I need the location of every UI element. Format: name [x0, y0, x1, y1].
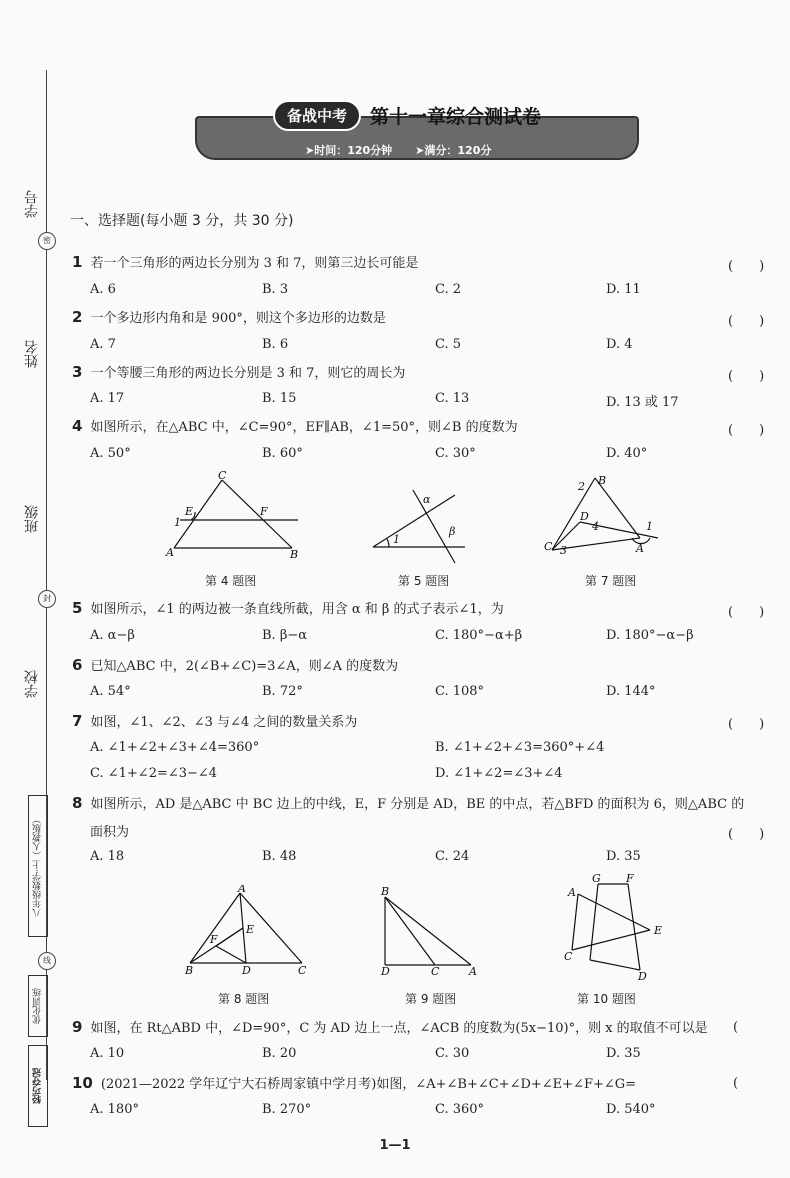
- full-score: ➤满分：120分: [415, 144, 492, 157]
- svg-text:D: D: [580, 510, 589, 523]
- svg-text:β: β: [449, 525, 456, 538]
- svg-text:B: B: [381, 885, 390, 898]
- svg-text:F: F: [210, 933, 218, 946]
- figure-caption: 第 5 题图: [398, 574, 450, 588]
- seal-mark-2: 封: [38, 590, 56, 608]
- option-a: A. α−β: [90, 628, 135, 643]
- answer-blank[interactable]: ( ): [728, 717, 765, 732]
- svg-text:C: C: [218, 470, 227, 482]
- answer-blank[interactable]: ( ): [728, 423, 765, 438]
- svg-text:F: F: [260, 505, 268, 518]
- question-4: [72, 416, 518, 435]
- option-d: D. 40°: [606, 446, 648, 461]
- answer-blank[interactable]: ( ): [728, 369, 765, 384]
- option-c: C. 180°−α+β: [435, 628, 523, 643]
- option-c: C. 13: [435, 391, 470, 406]
- answer-blank[interactable]: ( ): [728, 259, 765, 274]
- question-number: 4: [72, 417, 83, 435]
- test-header: [195, 100, 639, 162]
- question-number: 10: [72, 1074, 93, 1092]
- binding-margin: [0, 0, 62, 1178]
- option-b: B. ∠1+∠2+∠3=360°+∠4: [435, 740, 605, 755]
- svg-text:1: 1: [174, 516, 181, 529]
- option-c: C. 24: [435, 849, 470, 864]
- question-8-cont: [90, 821, 129, 840]
- question-1: [72, 252, 418, 271]
- svg-text:B: B: [185, 964, 194, 977]
- question-number: 8: [72, 794, 83, 812]
- option-c: C. 108°: [435, 684, 485, 699]
- question-6: [72, 655, 398, 674]
- answer-blank[interactable]: ( ): [728, 605, 765, 620]
- figure-caption: 第 7 题图: [585, 574, 637, 588]
- answer-blank[interactable]: ( ): [728, 827, 765, 842]
- svg-text:2: 2: [578, 480, 585, 493]
- svg-text:D: D: [381, 965, 390, 978]
- brand-logo: 轻巧夺冠: [28, 1045, 48, 1127]
- option-a: A. ∠1+∠2+∠3+∠4=360°: [90, 740, 260, 755]
- option-a: A. 17: [90, 391, 125, 406]
- answer-blank[interactable]: (: [733, 1020, 739, 1035]
- question-number: 5: [72, 599, 83, 617]
- student-no-label: 学号: [24, 190, 40, 218]
- option-a: A. 10: [90, 1046, 125, 1061]
- option-d: D. 13 或 17: [606, 395, 679, 410]
- figure-8: [180, 885, 320, 980]
- svg-text:A: A: [469, 965, 477, 978]
- option-d: D. 144°: [606, 684, 656, 699]
- book-series: 优化训练: [28, 975, 48, 1037]
- question-text: 如图所示，AD 是△ABC 中 BC 边上的中线，E，F 分别是 AD，BE 的中点，若△BFD 的面积为 6，则△ABC 的: [90, 797, 745, 812]
- svg-text:D: D: [638, 970, 647, 982]
- option-d: D. 11: [606, 282, 641, 297]
- book-grade: 八年级数学·上（人教版）: [28, 795, 48, 937]
- svg-text:A: A: [166, 546, 174, 559]
- question-2: [72, 307, 386, 326]
- svg-text:E: E: [185, 505, 194, 518]
- option-a: A. 54°: [90, 684, 131, 699]
- svg-text:C: C: [544, 540, 553, 553]
- option-b: B. 60°: [262, 446, 303, 461]
- svg-text:F: F: [626, 872, 634, 885]
- answer-blank[interactable]: (: [733, 1076, 739, 1091]
- header-info: [305, 142, 491, 158]
- question-text: 如图所示，在△ABC 中，∠C=90°，EF∥AB，∠1=50°，则∠B 的度数为: [90, 420, 518, 435]
- line-mark: 线: [38, 952, 56, 970]
- option-b: B. 6: [262, 337, 289, 352]
- time-limit: ➤时间：120分钟: [305, 144, 393, 157]
- option-b: B. β−α: [262, 628, 308, 643]
- svg-text:α: α: [423, 493, 431, 506]
- question-text: 已知△ABC 中，2(∠B+∠C)=3∠A，则∠A 的度数为: [90, 659, 399, 674]
- option-c: C. 30°: [435, 446, 476, 461]
- option-a: A. 6: [90, 282, 116, 297]
- option-b: B. 3: [262, 282, 289, 297]
- question-number: 2: [72, 308, 83, 326]
- option-b: B. 20: [262, 1046, 297, 1061]
- question-7: [72, 711, 357, 730]
- svg-text:4: 4: [592, 520, 599, 533]
- question-text: 一个多边形内角和是 900°，则这个多边形的边数是: [90, 311, 386, 326]
- section-title: 一、选择题(每小题 3 分，共 30 分): [70, 213, 294, 229]
- option-c: C. 5: [435, 337, 462, 352]
- option-d: D. 540°: [606, 1102, 656, 1117]
- svg-text:1: 1: [393, 533, 400, 546]
- svg-text:C: C: [431, 965, 440, 978]
- svg-text:E: E: [654, 924, 663, 937]
- option-a: A. 18: [90, 849, 125, 864]
- svg-text:B: B: [598, 474, 607, 487]
- option-d: D. 180°−α−β: [606, 628, 694, 643]
- option-b: B. 15: [262, 391, 297, 406]
- option-c: C. 360°: [435, 1102, 485, 1117]
- question-text: 面积为: [90, 825, 130, 840]
- figure-4: [160, 470, 310, 565]
- option-c: C. 30: [435, 1046, 470, 1061]
- question-3: [72, 362, 405, 381]
- option-a: A. 7: [90, 337, 116, 352]
- name-label: 姓名: [24, 340, 40, 368]
- svg-text:A: A: [238, 885, 246, 895]
- question-number: 9: [72, 1018, 83, 1036]
- svg-text:3: 3: [560, 544, 567, 557]
- figure-10: [550, 872, 670, 982]
- question-text: 如图，在 Rt△ABD 中，∠D=90°，C 为 AD 边上一点，∠ACB 的度数为(5x−10)°，则 x 的取值不可以是: [90, 1021, 708, 1036]
- figure-5: [365, 485, 475, 565]
- question-number: 1: [72, 253, 83, 271]
- svg-text:A: A: [636, 542, 644, 555]
- answer-blank[interactable]: ( ): [728, 314, 765, 329]
- question-5: [72, 598, 504, 617]
- header-tag: 备战中考: [273, 100, 361, 131]
- figure-caption: 第 4 题图: [205, 574, 257, 588]
- svg-text:G: G: [592, 872, 601, 885]
- option-b: B. 270°: [262, 1102, 312, 1117]
- question-number: 7: [72, 712, 83, 730]
- option-a: A. 180°: [90, 1102, 139, 1117]
- page-number: 1—1: [379, 1138, 411, 1153]
- option-d: D. 4: [606, 337, 633, 352]
- class-label: 班级: [24, 505, 40, 533]
- option-d: D. 35: [606, 849, 641, 864]
- figure-caption: 第 9 题图: [405, 992, 457, 1006]
- seal-mark: 密: [38, 232, 56, 250]
- question-text: 若一个三角形的两边长分别为 3 和 7，则第三边长可能是: [90, 256, 419, 271]
- svg-text:C: C: [298, 964, 307, 977]
- question-text: (2021—2022 学年辽宁大石桥周家镇中学月考)如图，∠A+∠B+∠C+∠D+∠E+∠F+∠G=: [100, 1077, 637, 1092]
- svg-text:D: D: [242, 964, 251, 977]
- svg-text:A: A: [568, 886, 576, 899]
- question-10: [72, 1073, 636, 1092]
- svg-text:C: C: [564, 950, 573, 963]
- option-d: D. ∠1+∠2=∠3+∠4: [435, 766, 563, 781]
- figure-9: [375, 885, 485, 980]
- option-a: A. 50°: [90, 446, 131, 461]
- svg-text:E: E: [246, 923, 255, 936]
- question-8: [72, 793, 744, 812]
- svg-text:1: 1: [646, 520, 653, 533]
- option-c: C. 2: [435, 282, 462, 297]
- figure-caption: 第 10 题图: [577, 992, 636, 1006]
- question-text: 一个等腰三角形的两边长分别是 3 和 7，则它的周长为: [90, 366, 406, 381]
- school-label: 学校: [24, 670, 40, 698]
- question-number: 3: [72, 363, 83, 381]
- option-b: B. 48: [262, 849, 297, 864]
- figure-7: [540, 470, 670, 565]
- option-b: B. 72°: [262, 684, 303, 699]
- question-9: [72, 1017, 708, 1036]
- question-number: 6: [72, 656, 83, 674]
- question-text: 如图，∠1、∠2、∠3 与∠4 之间的数量关系为: [90, 715, 358, 730]
- page-title: 第十一章综合测试卷: [370, 106, 542, 128]
- svg-text:B: B: [290, 548, 299, 561]
- question-text: 如图所示，∠1 的两边被一条直线所截，用含 α 和 β 的式子表示∠1，为: [90, 602, 504, 617]
- figure-caption: 第 8 题图: [218, 992, 270, 1006]
- option-d: D. 35: [606, 1046, 641, 1061]
- option-c: C. ∠1+∠2=∠3−∠4: [90, 766, 218, 781]
